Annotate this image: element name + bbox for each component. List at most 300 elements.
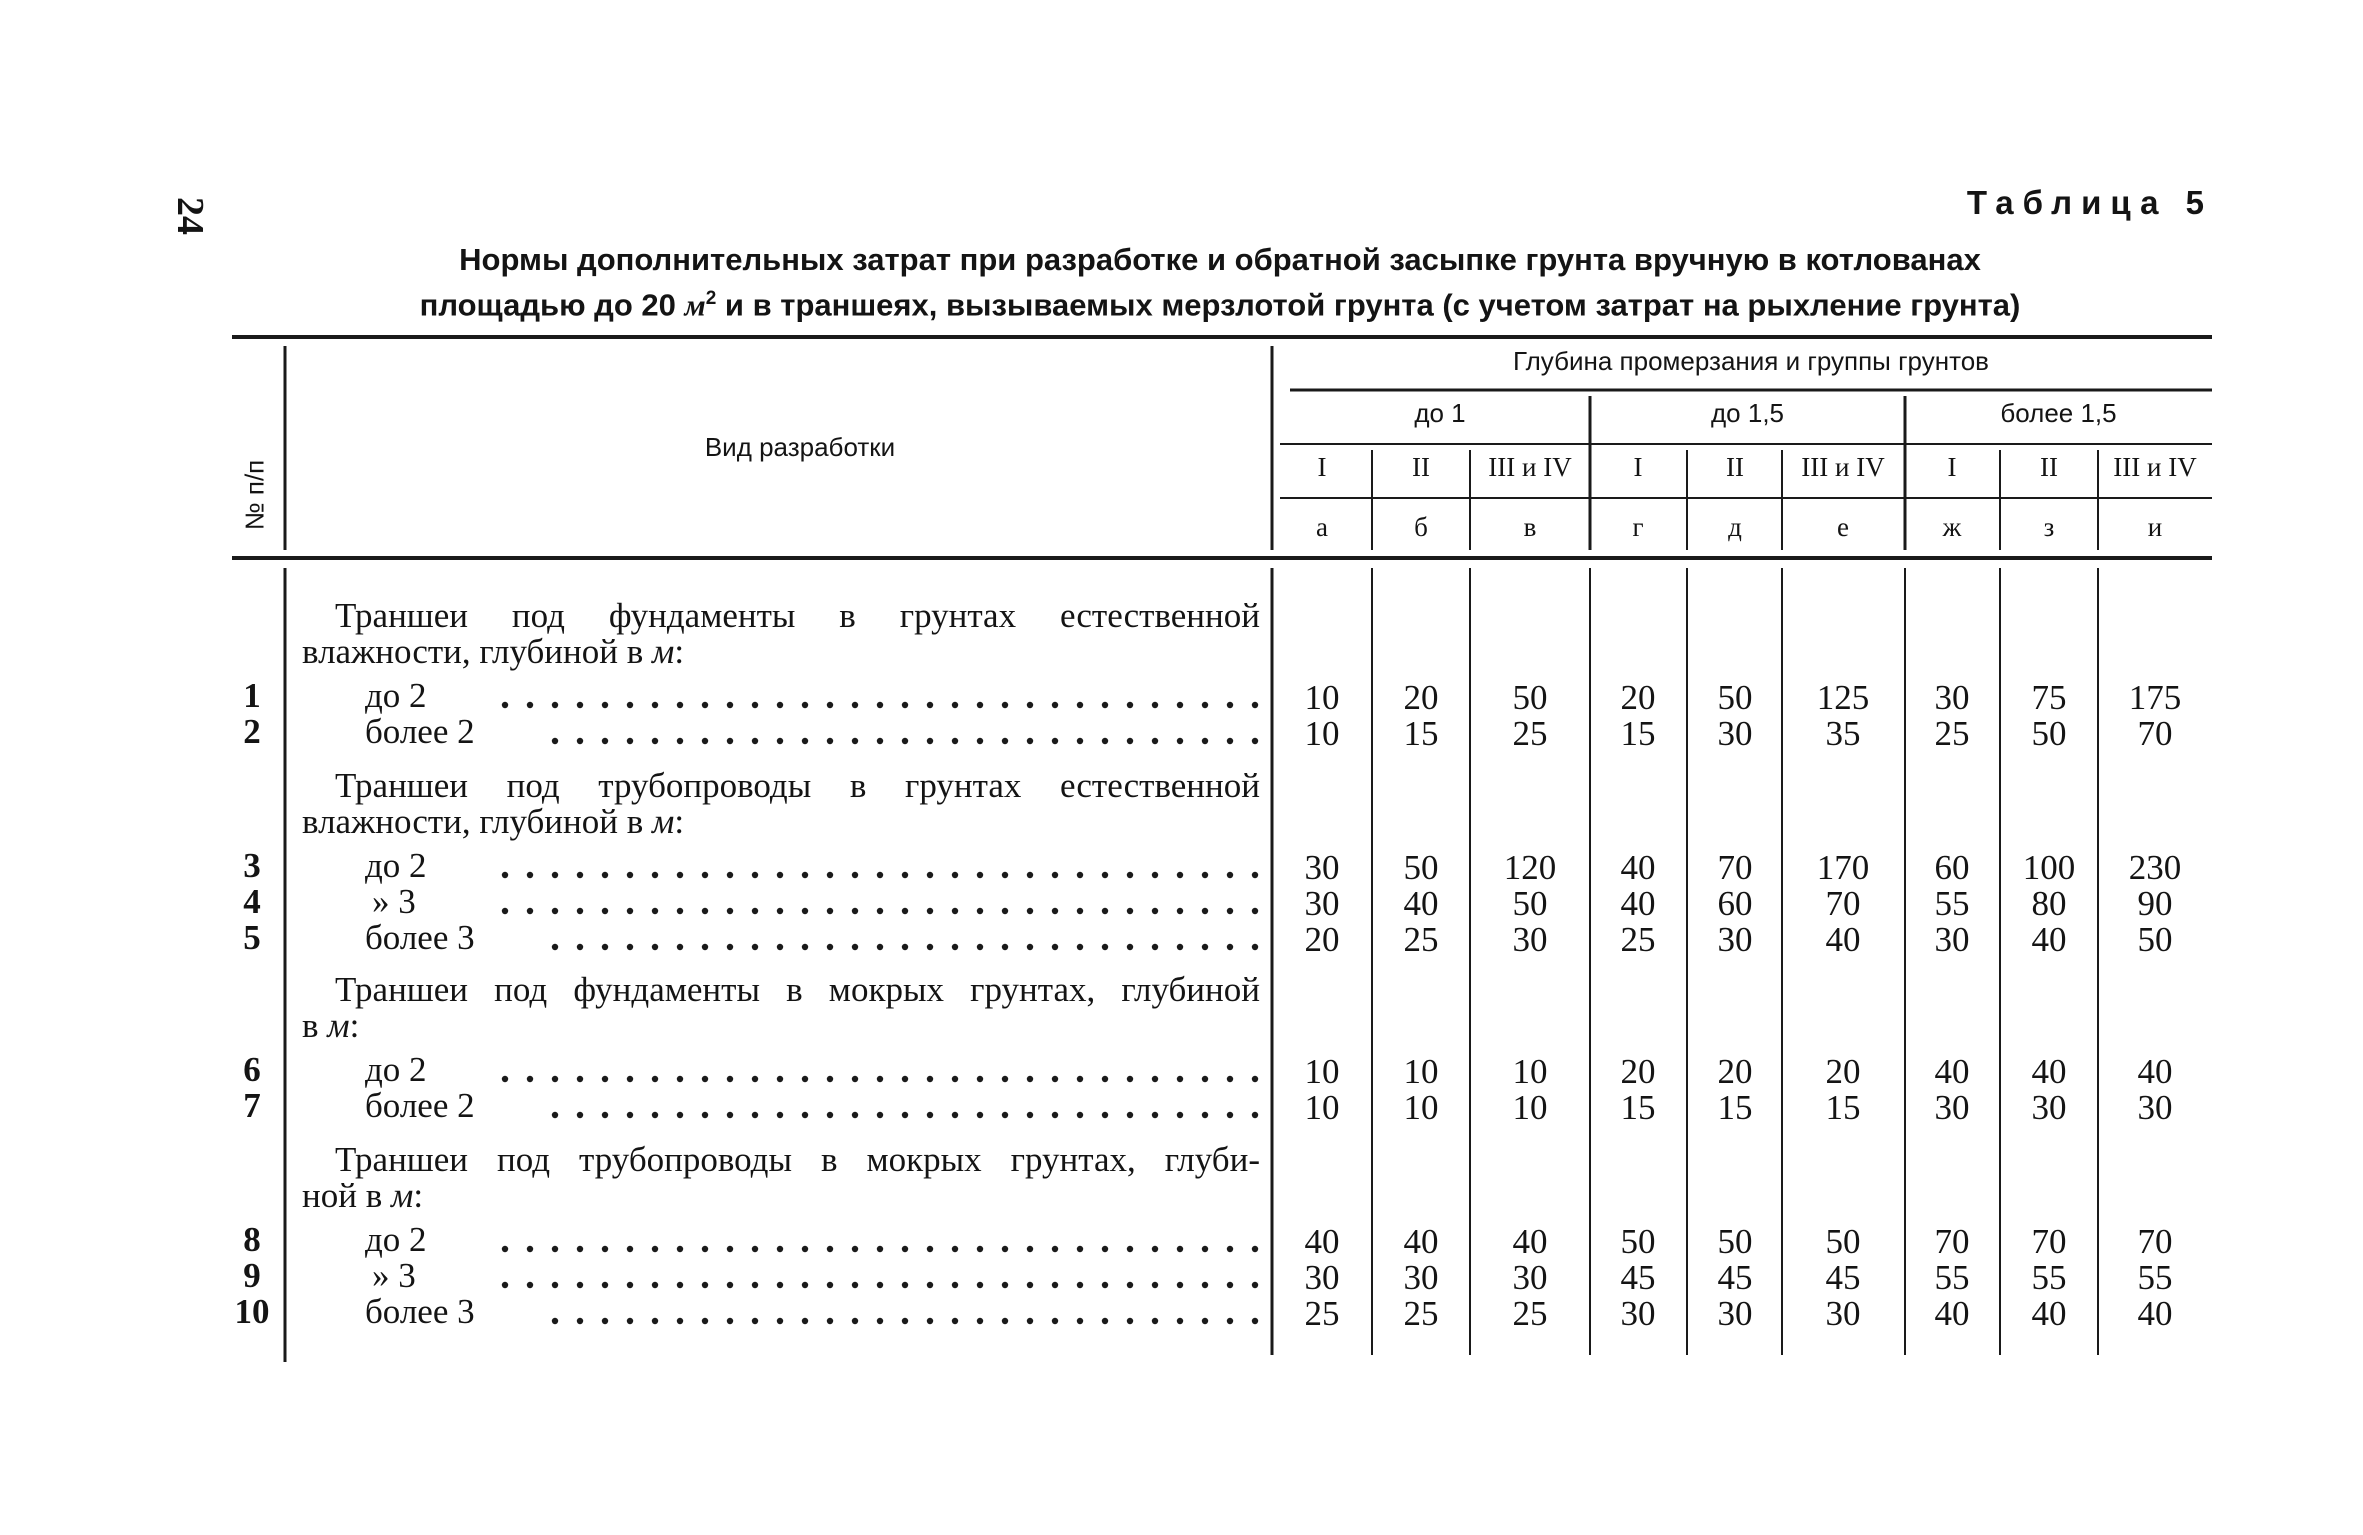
- table-cell: 40: [2031, 1294, 2067, 1333]
- row-label: более 2: [365, 712, 475, 751]
- leader-dot: [877, 702, 883, 708]
- table-cell: 40: [1403, 884, 1439, 923]
- table-cell: 40: [1620, 884, 1656, 923]
- leader-dot: [1077, 1318, 1083, 1324]
- leader-dot: [527, 1246, 533, 1252]
- table-cell: 30: [1934, 678, 1970, 717]
- depth-group-header: до 1,5: [1711, 398, 1784, 428]
- leader-dot: [727, 908, 733, 914]
- table-cell: 25: [1620, 920, 1656, 959]
- leader-dot: [577, 872, 583, 878]
- leader-dot: [1227, 1282, 1233, 1288]
- leader-dot: [927, 908, 933, 914]
- leader-dot: [577, 702, 583, 708]
- leader-dot: [1152, 1246, 1158, 1252]
- leader-dot: [1252, 872, 1258, 878]
- leader-dot: [1152, 1318, 1158, 1324]
- leader-dot: [1102, 944, 1108, 950]
- leader-dot: [1002, 1076, 1008, 1082]
- leader-dot: [1177, 1282, 1183, 1288]
- row-label: более 3: [365, 1292, 475, 1331]
- leader-dot: [702, 1112, 708, 1118]
- leader-dot: [652, 1246, 658, 1252]
- table-cell: 30: [2031, 1088, 2067, 1127]
- leader-dot: [852, 1112, 858, 1118]
- leader-dot: [752, 908, 758, 914]
- leader-dot: [1027, 702, 1033, 708]
- leader-dot: [702, 1318, 708, 1324]
- leader-dot: [1152, 1112, 1158, 1118]
- table-cell: 10: [1304, 1088, 1340, 1127]
- leader-dot: [1202, 872, 1208, 878]
- leader-dot: [902, 908, 908, 914]
- table-cell: 15: [1825, 1088, 1861, 1127]
- row-label: более 2: [365, 1086, 475, 1125]
- leader-dot: [1252, 1318, 1258, 1324]
- table-cell: 30: [1304, 884, 1340, 923]
- table-cell: 70: [2137, 1222, 2173, 1261]
- row-number: 8: [243, 1220, 261, 1259]
- leader-dot: [727, 872, 733, 878]
- leader-dot: [1002, 944, 1008, 950]
- table-cell: 55: [1934, 884, 1970, 923]
- leader-dot: [1152, 872, 1158, 878]
- leader-dot: [1127, 1282, 1133, 1288]
- leader-dot: [777, 1318, 783, 1324]
- row-number: 9: [243, 1256, 261, 1295]
- leader-dot: [927, 944, 933, 950]
- row-number: 6: [243, 1050, 261, 1089]
- leader-dot: [1202, 1282, 1208, 1288]
- leader-dot: [977, 872, 983, 878]
- table-cell: 230: [2128, 848, 2182, 887]
- leader-dot: [1052, 908, 1058, 914]
- leader-dot: [1052, 1112, 1058, 1118]
- table-cell: 30: [1304, 848, 1340, 887]
- leader-dot: [852, 872, 858, 878]
- leader-dot: [1102, 1076, 1108, 1082]
- leader-dot: [1052, 1282, 1058, 1288]
- leader-dot: [1177, 872, 1183, 878]
- row-label: до 2: [365, 676, 427, 715]
- leader-dot: [727, 944, 733, 950]
- leader-dot: [1227, 1246, 1233, 1252]
- leader-dot: [852, 908, 858, 914]
- leader-dot: [677, 1076, 683, 1082]
- leader-dot: [952, 944, 958, 950]
- leader-dot: [852, 1076, 858, 1082]
- leader-dot: [527, 1282, 533, 1288]
- leader-dot: [527, 1076, 533, 1082]
- leader-dot: [1052, 1318, 1058, 1324]
- leader-dot: [1102, 1282, 1108, 1288]
- table-cell: 170: [1816, 848, 1870, 887]
- table-cell: 70: [1934, 1222, 1970, 1261]
- table-cell: 50: [2137, 920, 2173, 959]
- leader-dot: [1127, 1246, 1133, 1252]
- leader-dot: [502, 1246, 508, 1252]
- leader-dot: [702, 1076, 708, 1082]
- leader-dot: [602, 1282, 608, 1288]
- leader-dot: [1252, 1076, 1258, 1082]
- soil-group-header: I: [1317, 452, 1327, 482]
- leader-dot: [1177, 908, 1183, 914]
- leader-dot: [552, 1246, 558, 1252]
- leader-dot: [877, 908, 883, 914]
- leader-dot: [852, 702, 858, 708]
- leader-dot: [652, 1076, 658, 1082]
- leader-dot: [1027, 1282, 1033, 1288]
- leader-dot: [1077, 702, 1083, 708]
- leader-dot: [827, 944, 833, 950]
- row-number: 2: [243, 712, 261, 751]
- leader-dot: [577, 908, 583, 914]
- table-cell: 25: [1403, 1294, 1439, 1333]
- leader-dot: [1177, 1246, 1183, 1252]
- column-letter: ж: [1942, 512, 1962, 542]
- leader-dot: [527, 702, 533, 708]
- leader-dot: [577, 1282, 583, 1288]
- leader-dot: [602, 944, 608, 950]
- leader-dot: [502, 702, 508, 708]
- table-cell: 30: [1403, 1258, 1439, 1297]
- table-cell: 20: [1304, 920, 1340, 959]
- leader-dot: [952, 1318, 958, 1324]
- leader-dot: [727, 1112, 733, 1118]
- column-header-type: Вид разработки: [704, 432, 896, 462]
- leader-dot: [552, 1282, 558, 1288]
- leader-dot: [1152, 908, 1158, 914]
- leader-dot: [602, 702, 608, 708]
- leader-dot: [1202, 1318, 1208, 1324]
- leader-dot: [502, 872, 508, 878]
- leader-dot: [777, 702, 783, 708]
- leader-dot: [1052, 872, 1058, 878]
- leader-dot: [1002, 1246, 1008, 1252]
- table-cell: 50: [1512, 884, 1548, 923]
- leader-dot: [802, 1282, 808, 1288]
- leader-dot: [1252, 1112, 1258, 1118]
- leader-dot: [852, 1318, 858, 1324]
- column-letter: е: [1837, 512, 1849, 542]
- leader-dot: [552, 738, 558, 744]
- leader-dot: [752, 944, 758, 950]
- leader-dot: [1002, 872, 1008, 878]
- leader-dot: [677, 1112, 683, 1118]
- caption-unit: м: [684, 287, 706, 323]
- leader-dot: [502, 1282, 508, 1288]
- leader-dot: [852, 738, 858, 744]
- leader-dot: [552, 1076, 558, 1082]
- section-title-continued: в м:: [302, 1006, 360, 1045]
- leader-dot: [1177, 702, 1183, 708]
- leader-dot: [727, 1076, 733, 1082]
- leader-dot: [802, 1076, 808, 1082]
- leader-dot: [1202, 1076, 1208, 1082]
- leader-dot: [1052, 944, 1058, 950]
- table-cell: 30: [1620, 1294, 1656, 1333]
- leader-dot: [1077, 908, 1083, 914]
- leader-dot: [952, 1282, 958, 1288]
- leader-dot: [777, 944, 783, 950]
- table-cell: 50: [1717, 678, 1753, 717]
- table-cell: 50: [1403, 848, 1439, 887]
- leader-dot: [602, 1076, 608, 1082]
- row-label: более 3: [365, 918, 475, 957]
- leader-dot: [877, 872, 883, 878]
- table-cell: 40: [1934, 1052, 1970, 1091]
- row-label: до 2: [365, 1050, 427, 1089]
- leader-dot: [1077, 944, 1083, 950]
- table-cell: 50: [2031, 714, 2067, 753]
- leader-dot: [927, 1246, 933, 1252]
- table-cell: 40: [2031, 1052, 2067, 1091]
- leader-dot: [602, 738, 608, 744]
- row-label: до 2: [365, 1220, 427, 1259]
- table-cell: 20: [1717, 1052, 1753, 1091]
- section-title-continued: влажности, глубиной в м:: [302, 802, 685, 841]
- table-cell: 15: [1620, 714, 1656, 753]
- leader-dot: [902, 872, 908, 878]
- table-cell: 30: [1717, 920, 1753, 959]
- leader-dot: [927, 1076, 933, 1082]
- table-label: Таблица 5: [1966, 184, 2213, 221]
- table-cell: 70: [2031, 1222, 2067, 1261]
- leader-dot: [777, 738, 783, 744]
- table-cell: 40: [1304, 1222, 1340, 1261]
- leader-dot: [1052, 738, 1058, 744]
- leader-dot: [1027, 908, 1033, 914]
- leader-dot: [1252, 738, 1258, 744]
- leader-dot: [1077, 1076, 1083, 1082]
- row-number: 7: [243, 1086, 261, 1125]
- table-cell: 20: [1620, 678, 1656, 717]
- leader-dot: [777, 1246, 783, 1252]
- leader-dot: [802, 1112, 808, 1118]
- leader-dot: [702, 738, 708, 744]
- leader-dot: [752, 702, 758, 708]
- column-letter: г: [1632, 512, 1644, 542]
- leader-dot: [1152, 1076, 1158, 1082]
- leader-dot: [927, 1282, 933, 1288]
- leader-dot: [1127, 738, 1133, 744]
- leader-dot: [1177, 1076, 1183, 1082]
- leader-dot: [552, 1318, 558, 1324]
- leader-dot: [1177, 738, 1183, 744]
- section-title: Траншеи под фундаменты в мокрых грунтах, глубиной: [335, 970, 1260, 1009]
- leader-dot: [1002, 702, 1008, 708]
- leader-dot: [702, 1282, 708, 1288]
- leader-dot: [977, 738, 983, 744]
- table-cell: 80: [2031, 884, 2067, 923]
- leader-dot: [802, 944, 808, 950]
- leader-dot: [627, 1246, 633, 1252]
- leader-dot: [927, 702, 933, 708]
- leader-dot: [1227, 1112, 1233, 1118]
- leader-dot: [602, 872, 608, 878]
- table-cell: 25: [1934, 714, 1970, 753]
- leader-dot: [827, 1318, 833, 1324]
- leader-dot: [1052, 702, 1058, 708]
- leader-dot: [727, 1282, 733, 1288]
- table-cell: 15: [1620, 1088, 1656, 1127]
- table-cell: 10: [1304, 714, 1340, 753]
- table-cell: 55: [2137, 1258, 2173, 1297]
- leader-dot: [1027, 738, 1033, 744]
- leader-dot: [802, 1246, 808, 1252]
- leader-dot: [1227, 702, 1233, 708]
- leader-dot: [627, 1282, 633, 1288]
- leader-dot: [1202, 702, 1208, 708]
- leader-dot: [627, 872, 633, 878]
- leader-dot: [727, 1246, 733, 1252]
- leader-dot: [1177, 944, 1183, 950]
- leader-dot: [977, 1076, 983, 1082]
- leader-dot: [827, 1282, 833, 1288]
- table-cell: 10: [1512, 1052, 1548, 1091]
- table-cell: 30: [1717, 714, 1753, 753]
- leader-dot: [877, 1282, 883, 1288]
- leader-dot: [577, 738, 583, 744]
- leader-dot: [1227, 738, 1233, 744]
- leader-dot: [1027, 1112, 1033, 1118]
- column-header-number: № п/п: [239, 459, 270, 531]
- leader-dot: [527, 908, 533, 914]
- leader-dot: [977, 1318, 983, 1324]
- leader-dot: [1002, 1112, 1008, 1118]
- leader-dot: [627, 1076, 633, 1082]
- row-number: 5: [243, 918, 261, 957]
- soil-group-header: III и IV: [2113, 452, 2197, 482]
- leader-dot: [1152, 944, 1158, 950]
- leader-dot: [827, 702, 833, 708]
- section-title-continued: ной в м:: [302, 1176, 424, 1215]
- leader-dot: [977, 908, 983, 914]
- leader-dot: [752, 1112, 758, 1118]
- leader-dot: [652, 1282, 658, 1288]
- table-cell: 120: [1503, 848, 1557, 887]
- leader-dot: [1027, 1318, 1033, 1324]
- table-cell: 60: [1717, 884, 1753, 923]
- leader-dot: [552, 944, 558, 950]
- table-cell: 10: [1304, 678, 1340, 717]
- leader-dot: [802, 702, 808, 708]
- soil-group-header: I: [1947, 452, 1957, 482]
- leader-dot: [902, 1076, 908, 1082]
- table-cell: 40: [1403, 1222, 1439, 1261]
- leader-dot: [702, 702, 708, 708]
- leader-dot: [552, 702, 558, 708]
- row-label: » 3: [372, 882, 416, 921]
- leader-dot: [652, 702, 658, 708]
- leader-dot: [1202, 944, 1208, 950]
- leader-dot: [927, 1318, 933, 1324]
- row-number: 4: [243, 882, 261, 921]
- table-cell: 55: [1934, 1258, 1970, 1297]
- table-cell: 20: [1403, 678, 1439, 717]
- leader-dot: [1227, 872, 1233, 878]
- leader-dot: [602, 1246, 608, 1252]
- soil-group-header: III и IV: [1488, 452, 1572, 482]
- leader-dot: [1252, 944, 1258, 950]
- caption-unit-superscript: 2: [705, 288, 717, 309]
- table-cell: 30: [1512, 1258, 1548, 1297]
- leader-dot: [577, 1246, 583, 1252]
- table-cell: 70: [1717, 848, 1753, 887]
- leader-dot: [702, 872, 708, 878]
- leader-dot: [802, 1318, 808, 1324]
- row-number: 3: [243, 846, 261, 885]
- table-cell: 50: [1717, 1222, 1753, 1261]
- leader-dot: [952, 702, 958, 708]
- table-cell: 55: [2031, 1258, 2067, 1297]
- leader-dot: [677, 738, 683, 744]
- leader-dot: [777, 872, 783, 878]
- leader-dot: [1252, 1282, 1258, 1288]
- table-cell: 30: [1717, 1294, 1753, 1333]
- table-cell: 60: [1934, 848, 1970, 887]
- leader-dot: [1002, 1282, 1008, 1288]
- leader-dot: [627, 702, 633, 708]
- table-cell: 100: [2022, 848, 2076, 887]
- table-cell: 25: [1304, 1294, 1340, 1333]
- table-cell: 70: [2137, 714, 2173, 753]
- table-cell: 20: [1620, 1052, 1656, 1091]
- leader-dot: [577, 1076, 583, 1082]
- leader-dot: [1227, 1076, 1233, 1082]
- leader-dot: [652, 944, 658, 950]
- leader-dot: [852, 1246, 858, 1252]
- leader-dot: [1127, 944, 1133, 950]
- leader-dot: [827, 738, 833, 744]
- leader-dot: [977, 944, 983, 950]
- column-header-depth: Глубина промерзания и группы грунтов: [1513, 346, 1989, 376]
- leader-dot: [1227, 908, 1233, 914]
- leader-dot: [877, 1112, 883, 1118]
- leader-dot: [902, 1246, 908, 1252]
- leader-dot: [952, 908, 958, 914]
- column-letter: а: [1316, 512, 1328, 542]
- leader-dot: [902, 944, 908, 950]
- leader-dot: [877, 1246, 883, 1252]
- section-title: Траншеи под трубопроводы в грунтах естественной: [335, 766, 1260, 805]
- leader-dot: [827, 1112, 833, 1118]
- leader-dot: [677, 872, 683, 878]
- depth-group-header: более 1,5: [2000, 398, 2117, 428]
- table-cell: 40: [2137, 1052, 2173, 1091]
- leader-dot: [1127, 1112, 1133, 1118]
- leader-dot: [802, 738, 808, 744]
- leader-dot: [777, 1112, 783, 1118]
- table-cell: 15: [1403, 714, 1439, 753]
- leader-dot: [1002, 1318, 1008, 1324]
- column-letter: д: [1728, 512, 1742, 542]
- leader-dot: [1077, 1246, 1083, 1252]
- soil-group-header: II: [1726, 452, 1744, 482]
- leader-dot: [752, 1246, 758, 1252]
- leader-dot: [1252, 908, 1258, 914]
- leader-dot: [877, 1076, 883, 1082]
- table-cell: 25: [1512, 1294, 1548, 1333]
- leader-dot: [677, 1318, 683, 1324]
- leader-dot: [702, 1246, 708, 1252]
- leader-dot: [827, 1246, 833, 1252]
- table-cell: 30: [1934, 1088, 1970, 1127]
- leader-dot: [1202, 738, 1208, 744]
- section-title: Траншеи под трубопроводы в мокрых грунтах, глуби-: [335, 1140, 1260, 1179]
- leader-dot: [902, 702, 908, 708]
- leader-dot: [627, 944, 633, 950]
